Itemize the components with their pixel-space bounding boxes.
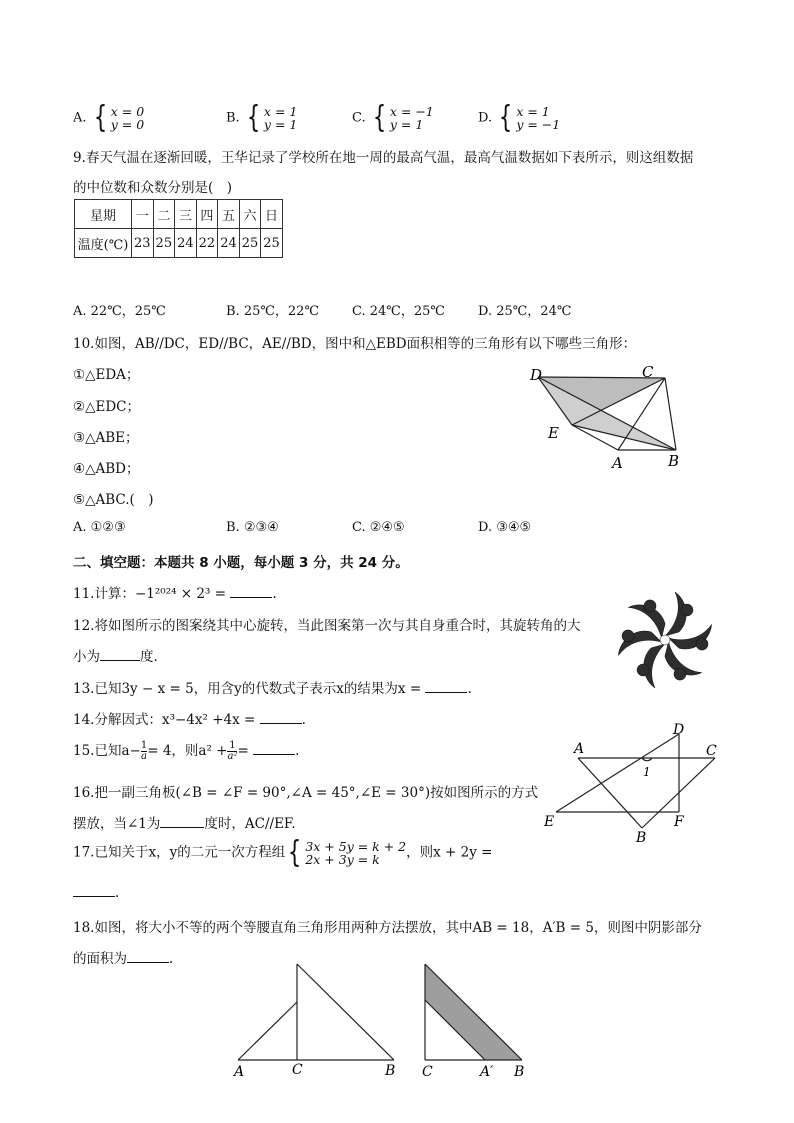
q18-figures xyxy=(228,958,538,1083)
table-row xyxy=(75,229,283,258)
q13: 13.已知3y − x = 5，用含y的代数式子表示x的结果为x = . xyxy=(73,681,472,697)
q14-text: 14.分解因式：x³−4x² +4x = xyxy=(73,712,256,728)
fig-label-b: B xyxy=(514,1064,525,1080)
q9-stem-line2: 的中位数和众数分别是( ) xyxy=(73,180,233,196)
answer-blank xyxy=(253,754,295,755)
fig-label-e: E xyxy=(544,814,555,830)
fig-label-f: F xyxy=(674,814,684,830)
fig-label-d: D xyxy=(530,366,543,384)
eq-line: x = −1 xyxy=(389,104,434,119)
q10-option-d: D. ③④⑤ xyxy=(478,520,532,535)
fig-label-a: A xyxy=(234,1064,245,1080)
q14: 14.分解因式：x³−4x² +4x = . xyxy=(73,712,306,728)
q15-text-a: 15.已知a− xyxy=(73,743,141,759)
q10-stem: 10.如图，AB//DC，ED//BC，AE//BD，图中和△EBD面积相等的三角形有以下哪些三角形： xyxy=(73,336,637,352)
pinwheel-blade xyxy=(665,592,693,636)
eq-line: 2x + 3y = k xyxy=(305,852,380,867)
q9-option-a: A. 22℃，25℃ xyxy=(73,304,166,319)
q8-option-d: D. { x = 1 y = −1 xyxy=(478,100,561,135)
temperature-table xyxy=(74,199,283,258)
section-2-header: 二、填空题：本题共 8 小题，每小题 3 分，共 24 分。 xyxy=(73,555,409,571)
q10-option-c: C. ②④⑤ xyxy=(352,520,405,535)
q12-line2 xyxy=(73,645,158,665)
table-cell: 五 xyxy=(218,200,240,229)
fig-label-c: C xyxy=(642,363,654,381)
q12-text-a: 小为 xyxy=(73,649,100,665)
fig-label-d: D xyxy=(673,722,685,738)
q8-option-b: B. { x = 1 y = 1 xyxy=(226,100,298,135)
q8-option-a: A. { x = 0 y = 0 xyxy=(73,100,145,135)
q12-text-b: 度. xyxy=(140,649,158,665)
answer-blank xyxy=(127,962,169,963)
option-label: B. xyxy=(226,110,240,126)
q18-text: 的面积为 xyxy=(73,951,127,967)
q11: 11.计算：−1²⁰²⁴ × 2³ = . xyxy=(73,586,277,602)
fig-label-c: C xyxy=(422,1064,433,1080)
fig-label-b: B xyxy=(385,1063,396,1079)
q18-line1: 18.如图，将大小不等的两个等腰直角三角形用两种方法摆放，其中AB = 18，A′B = 5，则图中阴影部分 xyxy=(73,920,702,936)
q9-option-d: D. 25℃，24℃ xyxy=(478,304,572,319)
eq-line: y = −1 xyxy=(516,117,561,132)
q13-text: 13.已知3y − x = 5，用含y的代数式子表示x的结果为x = xyxy=(73,681,422,697)
table-cell: 六 xyxy=(239,200,261,229)
q17-line1: 17.已知关于x，y的二元一次方程组 { 3x + 5y = k + 2 2x + 3y = k ，则x + 2y = xyxy=(73,835,493,870)
option-label: A. xyxy=(73,110,87,126)
fig-label-a-prime: A′ xyxy=(480,1064,494,1080)
table-row xyxy=(75,200,283,229)
fig-label-b: B xyxy=(636,830,647,846)
eq-line: 3x + 5y = k + 2 xyxy=(305,839,407,854)
q10-figure xyxy=(520,360,700,470)
eq-line: x = 0 xyxy=(110,104,145,119)
eq-line: x = 1 xyxy=(516,104,550,119)
q18-line2: 的面积为 . xyxy=(73,951,174,967)
option-label: D. xyxy=(478,110,493,126)
answer-blank xyxy=(425,692,467,693)
eq-line: y = 1 xyxy=(389,117,424,132)
q10-item-2: ②△EDC； xyxy=(73,399,140,415)
eq-line: y = 1 xyxy=(263,117,298,132)
table-cell: 25 xyxy=(261,229,283,258)
table-cell: 23 xyxy=(132,229,154,258)
q15-text-c: = xyxy=(237,743,249,759)
q15-text-b: = 4，则a² + xyxy=(147,743,228,759)
eq-line: y = 0 xyxy=(110,117,145,132)
q16-line2 xyxy=(73,812,296,832)
table-cell: 24 xyxy=(175,229,197,258)
q17-line2 xyxy=(73,885,119,901)
eq-line: x = 1 xyxy=(263,104,298,119)
q8-option-c: C. { x = −1 y = 1 xyxy=(352,100,434,135)
fig-label-1: 1 xyxy=(643,765,651,779)
table-cell: 四 xyxy=(196,200,218,229)
q10-item-4: ④△ABD； xyxy=(73,461,140,477)
q9-stem-line1: 9.春天气温在逐渐回暖，王华记录了学校所在地一周的最高气温，最高气温数据如下表所示，则这组数据 xyxy=(73,150,694,166)
q18-figure-2 xyxy=(422,964,524,1080)
q10-option-b: B. ②③④ xyxy=(226,520,279,535)
answer-blank xyxy=(73,896,115,897)
table-cell: 三 xyxy=(175,200,197,229)
option-label: C. xyxy=(352,110,366,126)
table-cell: 25 xyxy=(239,229,261,258)
answer-blank xyxy=(230,597,272,598)
answer-blank xyxy=(160,827,204,828)
fig-label-e: E xyxy=(548,424,559,442)
table-cell: 温度(℃) xyxy=(75,229,132,258)
q9-option-b: B. 25℃，22℃ xyxy=(226,304,319,319)
fig-label-c: C xyxy=(706,743,717,759)
q17-text-b: ，则x + 2y = xyxy=(406,844,493,861)
q10-option-a: A. ①②③ xyxy=(73,520,126,535)
q16-line1: 16.把一副三角板(∠B = ∠F = 90°,∠A = 45°,∠E = 30°)按如图所示的方式 xyxy=(73,785,539,801)
q16-figure xyxy=(540,722,730,847)
fraction-1-over-a: $\frac{1}{a}$ xyxy=(140,740,148,762)
fraction-1-over-a2: $\frac{1}{\text{a²}}$ xyxy=(227,740,238,762)
table-cell: 22 xyxy=(196,229,218,258)
answer-blank xyxy=(260,723,302,724)
q18-figure-1 xyxy=(232,964,395,1080)
table-cell: 星期 xyxy=(75,200,132,229)
fig-label-a: A xyxy=(612,454,623,470)
pinwheel-figure xyxy=(608,588,722,692)
q10-item-3: ③△ABE； xyxy=(73,430,139,446)
fig-label-b: B xyxy=(668,452,680,470)
q11-text: 11.计算：−1²⁰²⁴ × 2³ = xyxy=(73,586,227,602)
q12-line1: 12.将如图所示的图案绕其中心旋转，当此图案第一次与其自身重合时，其旋转角的大 xyxy=(73,618,581,634)
answer-blank xyxy=(100,660,140,661)
fig-label-a: A xyxy=(574,741,585,757)
table-cell: 25 xyxy=(153,229,175,258)
table-cell: 日 xyxy=(261,200,283,229)
q17-end: . xyxy=(115,885,120,901)
table-cell: 24 xyxy=(218,229,240,258)
q10-item-1: ①△EDA； xyxy=(73,367,140,383)
q16-text-b: 度时，AC//EF. xyxy=(204,816,296,832)
table-cell: 二 xyxy=(153,200,175,229)
q16-text-a: 摆放，当∠1为 xyxy=(73,816,161,832)
q15: 15.已知a− $\frac{1}{a}$ = 4，则a² + $\frac{1}{\text{a²}}$ = . xyxy=(73,740,300,762)
fig-label-c: C xyxy=(292,1062,303,1078)
q17-text-a: 17.已知关于x，y的二元一次方程组 xyxy=(73,844,286,861)
table-cell: 一 xyxy=(132,200,154,229)
q9-option-c: C. 24℃，25℃ xyxy=(352,304,445,319)
q10-item-5: ⑤△ABC.( ) xyxy=(73,492,154,508)
